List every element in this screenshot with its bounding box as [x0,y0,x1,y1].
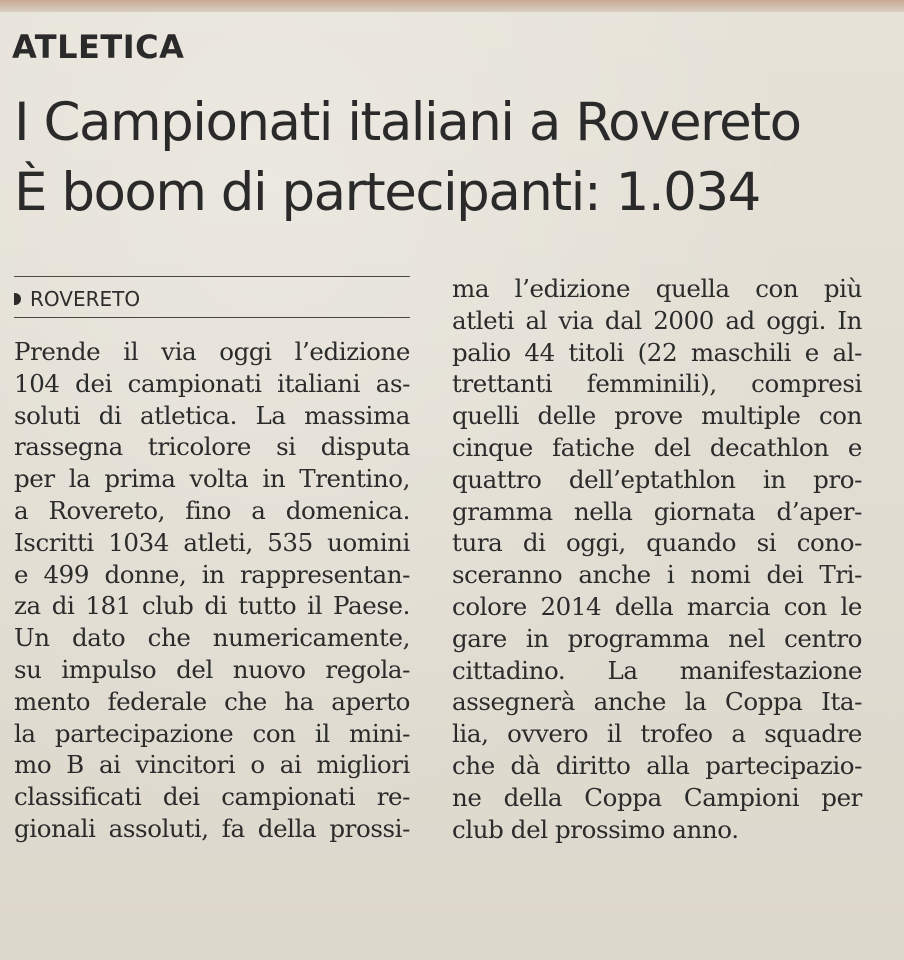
text-line: a Rovereto, fino a domenica. [14,495,410,525]
text-line: quelli delle prove multiple con [452,401,862,431]
half-circle-bullet-icon [14,293,21,305]
text-line: quattro dell’eptathlon in pro- [452,464,862,494]
text-line: gare in programma nel centro [452,623,862,653]
text-line: e 499 donne, in rappresentan- [14,559,410,589]
text-line: soluti di atletica. La massima [14,400,410,430]
text-line: sceranno anche i nomi dei Tri- [452,560,862,590]
text-line: colore 2014 della marcia con le [452,591,862,621]
text-line: cinque fatiche del decathlon e [452,432,862,462]
text-line: gionali assoluti, fa della prossi- [14,813,410,843]
text-line: che dà diritto alla partecipazio- [452,750,862,780]
dateline [14,287,140,311]
text-line: per la prima volta in Trentino, [14,464,410,494]
text-line: ma l’edizione quella con più [452,274,862,303]
text-line: 104 dei campionati italiani as- [14,368,410,398]
text-line: mo B ai vincitori o ai migliori [14,750,410,780]
text-line: atleti al via dal 2000 ad oggi. In [452,305,862,335]
text-line: ne della Coppa Campioni per [452,782,862,812]
section-label: ATLETICA [12,28,185,66]
text-line: assegnerà anche la Coppa Ita- [452,687,862,717]
text-line: za di 181 club di tutto il Paese. [14,591,410,621]
dateline-text: ROVERETO [30,287,141,311]
article-headline [14,88,894,228]
text-line: mento federale che ha aperto [14,686,410,716]
text-line: su impulso del nuovo regola- [14,654,410,684]
text-line: la partecipazione con il mini- [14,718,410,748]
text-line: gramma nella giornata d’aper- [452,496,862,526]
page-top-edge [0,0,904,12]
text-line: lia, ovvero il trofeo a squadre [452,719,862,749]
text-line: Un dato che numericamente, [14,623,410,653]
headline-line: È boom di partecipanti: 1.034 [14,162,760,223]
byline-bottom-rule [14,317,410,318]
text-line: cittadino. La manifestazione [452,655,862,685]
article-column-left [14,336,410,845]
text-line: trettanti femminili), compresi [452,369,862,399]
text-line: palio 44 titoli (22 maschili e al- [452,337,862,367]
byline-top-rule [14,276,410,277]
text-line: classificati dei campionati re- [14,782,410,812]
text-line: tura di oggi, quando si cono- [452,528,862,558]
headline-line: I Campionati italiani a Rovereto [14,92,801,153]
text-line: Prende il via oggi l’edizione [14,337,410,366]
text-line: Iscritti 1034 atleti, 535 uomini [14,527,410,557]
text-line: club del prossimo anno. [452,814,739,844]
article-column-right [452,273,862,845]
text-line: rassegna tricolore si disputa [14,432,410,462]
